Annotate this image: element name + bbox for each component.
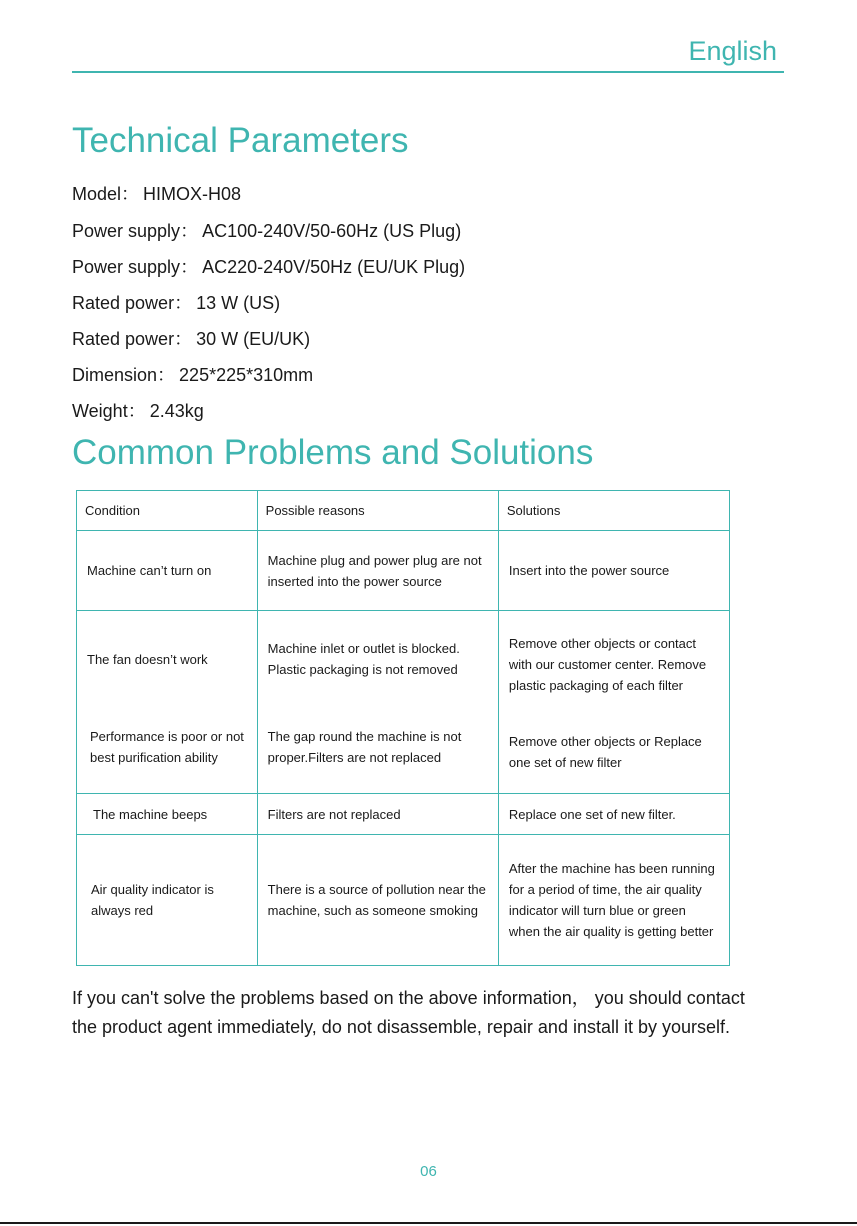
param-value: 2.43kg [149, 401, 204, 421]
cell-reason: Machine plug and power plug are not inserted into the power source [257, 531, 498, 611]
cell-condition-group [77, 611, 258, 794]
common-problems-title: Common Problems and Solutions [72, 433, 594, 472]
cell-condition: The machine beeps [77, 794, 258, 835]
table-row [77, 531, 730, 611]
param-rated-power-eu: Rated power： 30 W (EU/UK) [72, 329, 311, 349]
language-label: English [688, 36, 777, 66]
param-value: 30 W (EU/UK) [196, 329, 311, 349]
param-key: Model [72, 184, 122, 204]
cell-condition: Performance is poor or not best purification ability [90, 729, 244, 765]
param-value: 13 W (US) [196, 293, 281, 313]
param-value: 225*225*310mm [179, 365, 314, 385]
cell-solution-group [498, 611, 729, 794]
param-value: AC100-240V/50-60Hz (US Plug) [202, 221, 462, 241]
param-value: HIMOX-H08 [143, 184, 242, 204]
page-number: 06 [420, 1163, 437, 1180]
table-row-merged [77, 611, 730, 794]
footer-divider [0, 1222, 857, 1224]
param-power-supply-us: Power supply： AC100-240V/50-60Hz (US Plug) [72, 221, 462, 241]
param-key: Power supply [72, 257, 181, 277]
cell-condition: Air quality indicator is always red [77, 835, 258, 966]
table-header-row [77, 491, 730, 531]
cell-condition: The fan doesn’t work [87, 651, 208, 667]
param-key: Power supply [72, 221, 181, 241]
cell-solution: Replace one set of new filter. [498, 794, 729, 835]
column-header-condition: Condition [77, 491, 258, 531]
table-row [77, 835, 730, 966]
column-header-reasons: Possible reasons [257, 491, 498, 531]
header-divider [72, 71, 784, 73]
cell-reason-group [257, 611, 498, 794]
param-rated-power-us: Rated power： 13 W (US) [72, 293, 281, 313]
cell-reason: Machine inlet or outlet is blocked. Plastic packaging is not removed [267, 641, 460, 677]
cell-reason: Filters are not replaced [257, 794, 498, 835]
cell-reason: There is a source of pollution near the machine, such as someone smoking [257, 835, 498, 966]
param-power-supply-eu: Power supply： AC220-240V/50Hz (EU/UK Plug) [72, 257, 466, 277]
cell-solution: After the machine has been running for a period of time, the air quality indicator will turn blue or green when the air quality is getting better [498, 835, 729, 966]
cell-solution: Insert into the power source [498, 531, 729, 611]
troubleshooting-table [76, 490, 730, 966]
param-weight: Weight： 2.43kg [72, 401, 204, 421]
support-note: If you can't solve the problems based on the above information， you should contact the product agent immediately, do not disassemble, repair and install it by yourself. [72, 988, 745, 1037]
column-header-solutions: Solutions [498, 491, 729, 531]
param-key: Dimension [72, 365, 158, 385]
cell-solution: Remove other objects or Replace one set of new filter [508, 734, 702, 770]
param-key: Rated power [72, 329, 175, 349]
param-dimension: Dimension： 225*225*310mm [72, 365, 314, 385]
param-key: Rated power [72, 293, 175, 313]
cell-condition: Machine can’t turn on [77, 531, 258, 611]
table-row [77, 794, 730, 835]
param-value: AC220-240V/50Hz (EU/UK Plug) [202, 257, 466, 277]
cell-solution: Remove other objects or contact with our customer center. Remove plastic packaging of each filter [508, 635, 707, 693]
param-key: Weight [72, 401, 128, 421]
technical-parameters-title: Technical Parameters [72, 121, 409, 160]
param-model: Model： HIMOX-H08 [72, 184, 242, 204]
cell-reason: The gap round the machine is not proper.Filters are not replaced [267, 729, 462, 765]
